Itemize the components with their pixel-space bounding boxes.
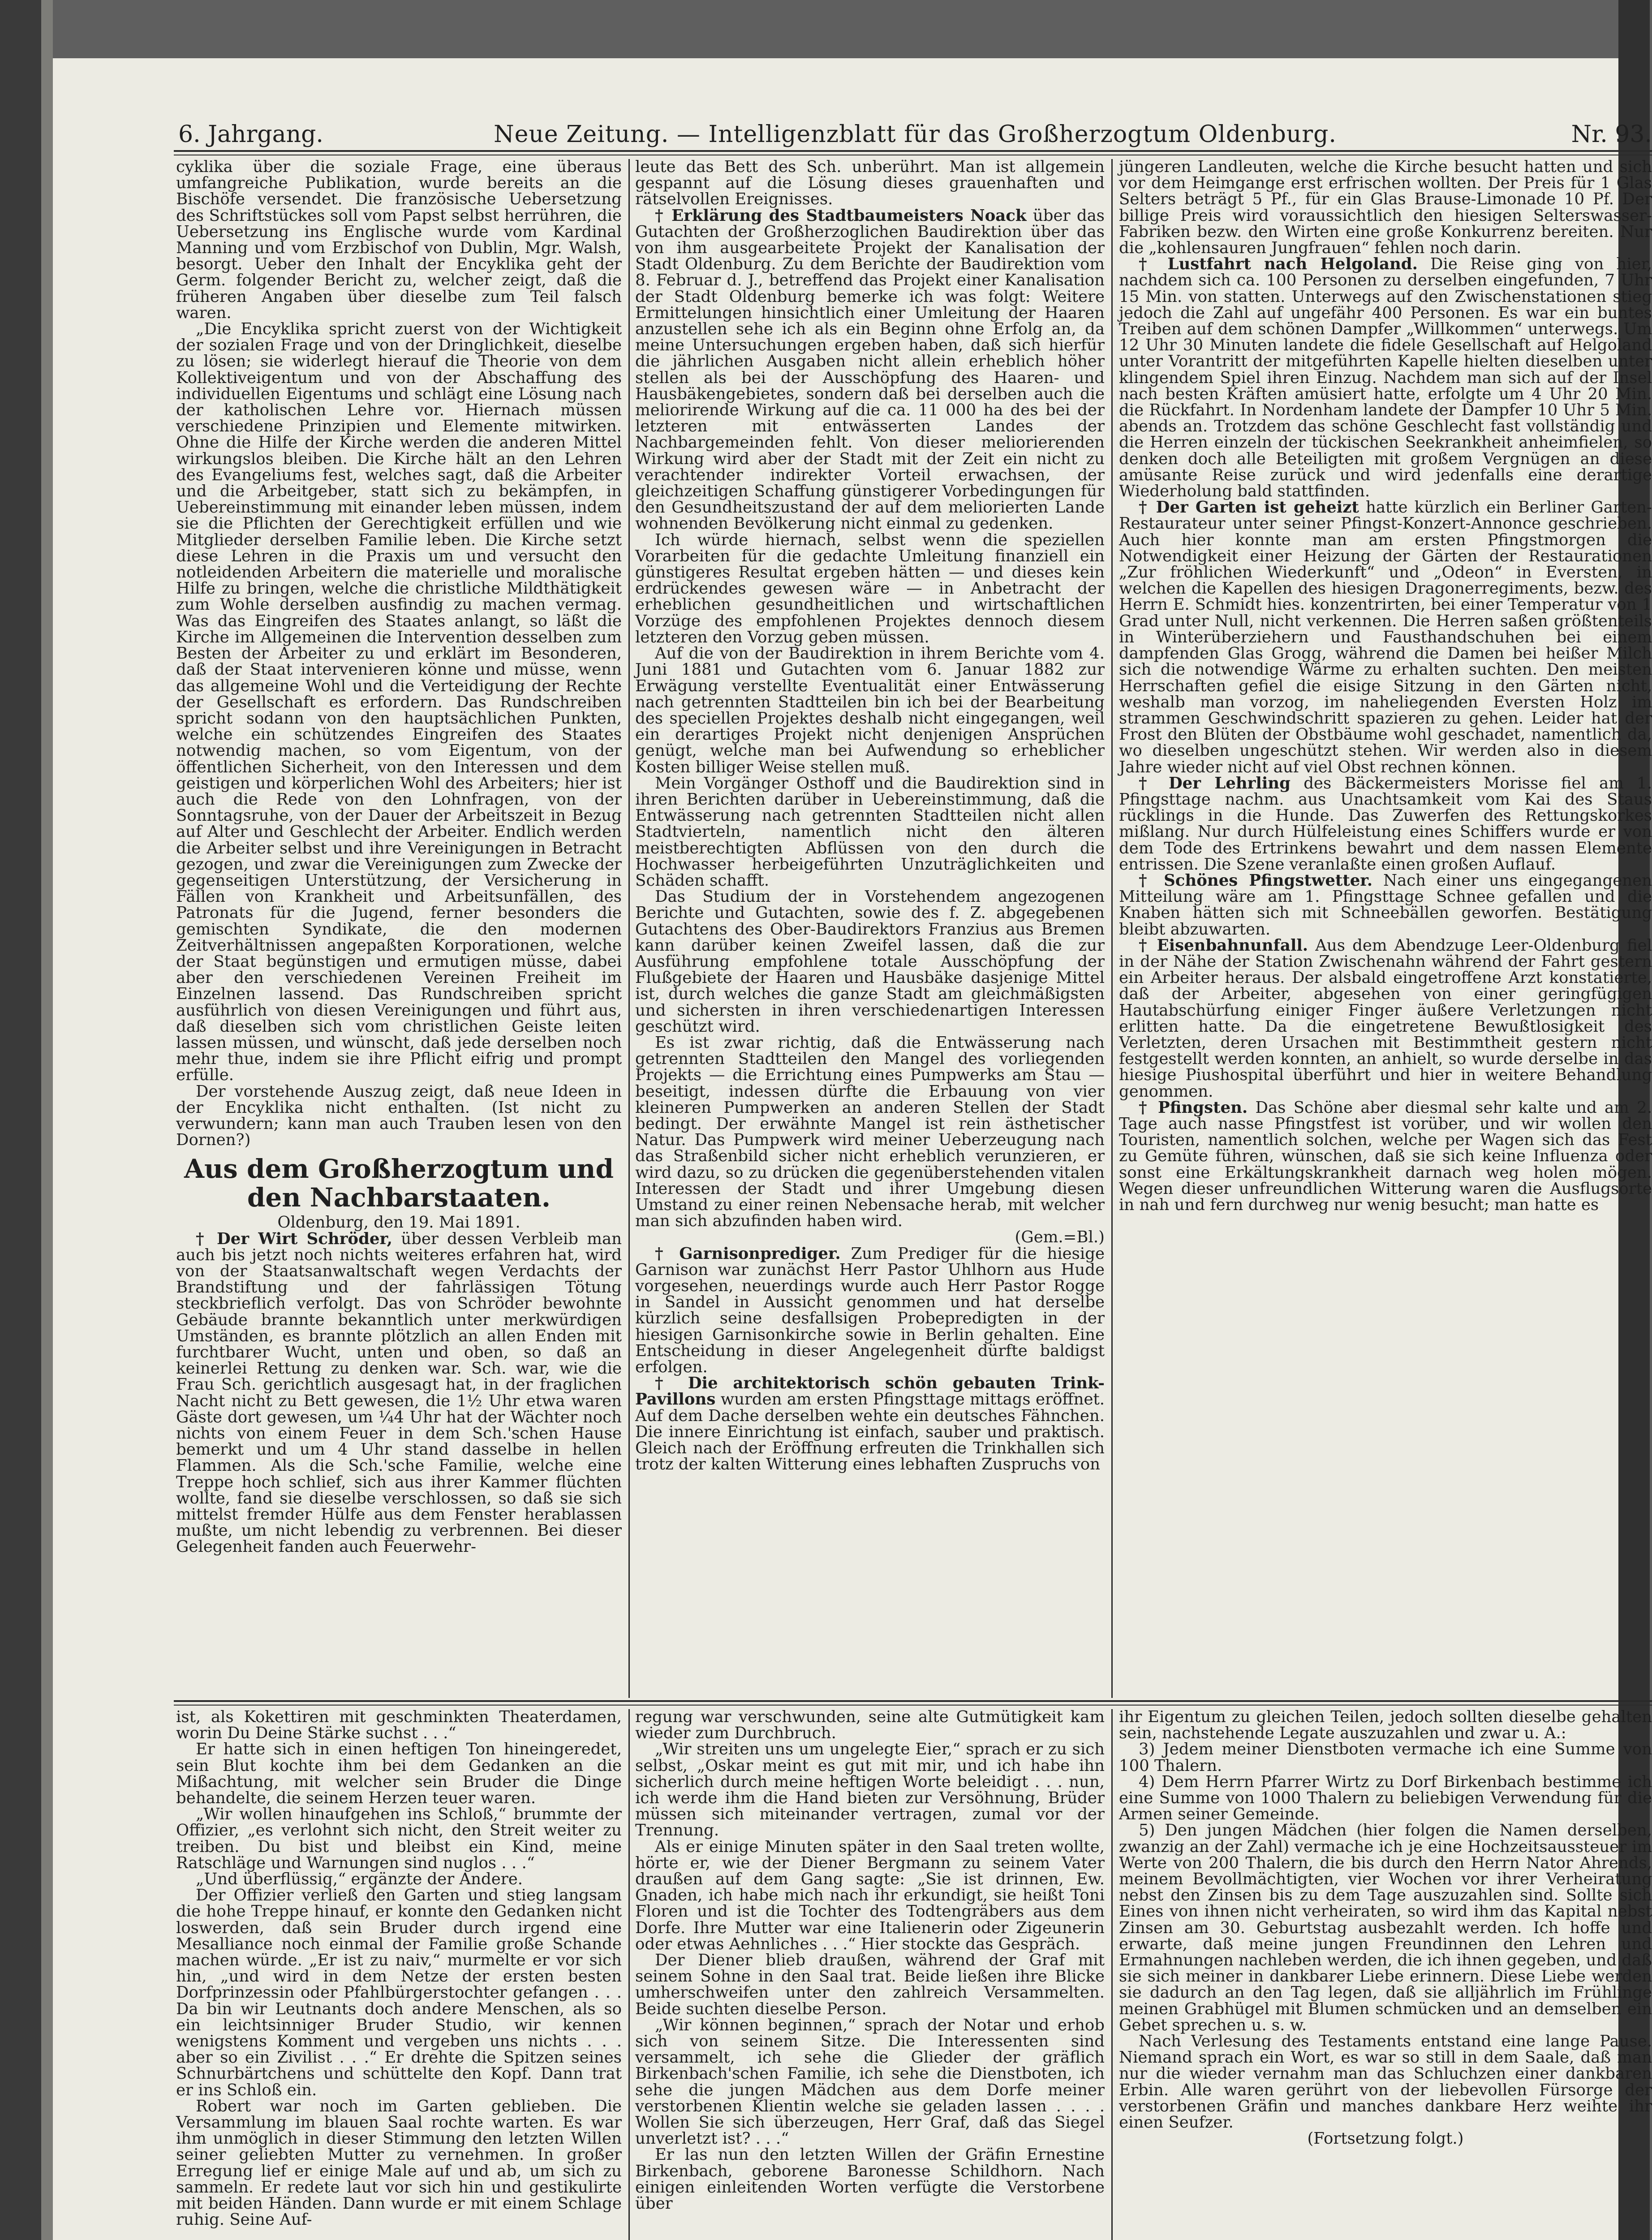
feuilleton-divider-1 [628, 1709, 630, 2240]
novel-paragraph: ihr Eigentum zu gleichen Teilen, jedoch sollten dieselbe gehalten sein, nachstehende Legate auszuzahlen und zwar u. A.: [1119, 1708, 1652, 1743]
article-noack-p5: Das Studium der in Vorstehendem angezogenen Berichte und Gutachten, sowie des f. Z. abgegebenen Gutachtens des Ober-Baudirektors Franzius aus Bremen kann darüber keinen Zweifel lassen, daß die zur Ausführung empfohlene totale Ausschöpfung der Flußgebiete der Haaren und Hausbäke dasjenige Mittel ist, durch welches die ganze Stadt am gleichmäßigsten und sichersten in ihren verschiedenartigen Interessen geschützt wird. [635, 887, 1105, 1036]
scan-border-left [0, 0, 41, 2240]
article-helgoland: † Lustfahrt nach Helgoland. Die Reise ging von hier, nachdem sich ca. 100 Personen zu derselben eingefunden, 7 Uhr 15 Min. von statten. Unterwegs auf den Zwischenstationen stieg jedoch die Zahl auf ungefähr 400 Personen. Es war ein buntes Treiben auf dem schönen Dampfer „Willkommen“ unterwegs. Um 12 Uhr 30 Minuten landete die fidele Gesellschaft auf Helgoland unter Vorantritt der mitgeführten Kapelle hielten dieselben unter klingendem Spiel ihren Einzug. Nachdem man sich auf der Insel nach besten Kräften amüsiert hatte, erfolgte um 4 Uhr 20 Min. die Rückfahrt. In Nordenham landete der Dampfer 10 Uhr 5 Min. abends an. Trotzdem das schöne Geschlecht fast vollständig und die Herren einzeln der tückischen Seekrankheit anheimfielen, so denken doch alle Beteiligten mit großem Vergnügen an diese amüsante Reise zurück und wird jedenfalls eine derartige Wiederholung bald stattfinden. [1119, 255, 1652, 501]
novel-paragraph: „Wir können beginnen,“ sprach der Notar und erhob sich von seinem Sitze. Die Interessenten sind versammelt, ich sehe die Glieder der gräflich Birkenbach'schen Familie, ich sehe die Dienstboten, ich sehe die jungen Mädchen aus dem Dorfe meiner verstorbenen Klientin welche sie geladen lassen . . . . Wollen Sie sich überzeugen, Herr Graf, daß das Siegel unverletzt ist? . . .“ [635, 2016, 1105, 2148]
feuilleton-rule-thin [174, 1705, 1652, 1706]
continuation-note: (Fortsetzung folgt.) [1307, 2129, 1464, 2148]
article-heading: † Eisenbahnunfall. [1139, 936, 1308, 955]
article-wirt-schroeder: † Der Wirt Schröder, über dessen Verbleib man auch bis jetzt noch nichts weiteres erfahren hat, wird von der Staatsanwaltschaft wegen Verdachts der Brandstiftung und der fahrlässigen Tötung steckbrieflich verfolgt. Das von Schröder bewohnte Gebäude brannte bekanntlich unter merkwürdigen Umständen, es brannte plötzlich an allen Enden mit furchtbarer Wucht, unten und oben, so daß an keinerlei Rettung zu denken war. Sch. war, wie die Frau Sch. gerichtlich ausgesagt hat, in der fraglichen Nacht nicht zu Bett gewesen, die 1½ Uhr etwa waren Gäste dort gewesen, um ¼4 Uhr hat der Wächter noch nichts von einem Feuer in dem Sch.'schen Hause bemerkt und um 4 Uhr stand dasselbe in hellen Flammen. Als die Sch.'sche Familie, welche eine Treppe hoch schlief, sich aus ihrer Kammer flüchten wollte, fand sie dieselbe verschlossen, so daß sie sich mittelst fremder Hülfe aus dem Fenster herablassen mußte, um nicht lebendig zu verbrennen. Bei dieser Gelegenheit fanden auch Feuerwehr- [176, 1229, 622, 1556]
dateline: Oldenburg, den 19. Mai 1891. [277, 1213, 521, 1232]
column-divider-2 [1111, 159, 1113, 1698]
article-noack-p3: Auf die von der Baudirektion in ihrem Berichte vom 4. Juni 1881 und Gutachten vom 6. Januar 1882 zur Erwägung verstellte Eventualität einer Entwässerung nach getrennten Stadtteilen bin ich bei der Bearbeitung des speciellen Projektes deshalb nicht eingegangen, weil ein derartiges Projekt nicht denjenigen Ansprüchen genügt, welche man bei Aufwendung so erheblicher Kosten billiger Weise stellen muß. [635, 644, 1105, 776]
feuilleton-column-1 [176, 1709, 622, 2240]
article-eisenbahnunfall: † Eisenbahnunfall. Aus dem Abendzuge Leer-Oldenburg fiel in der Nähe der Station Zwischenahn während der Fahrt gestern ein Arbeiter heraus. Der alsbald eingetroffene Arzt konstatierte, daß der Arbeiter, abgesehen von einer geringfügigen Hautabschürfung einiger Finger äußere Verletzungen nicht erlitten hatte. Da die eingetretene Bewußtlosigkeit des Verletzten, deren Ursachen mit Bestimmtheit gestern nicht festgestellt werden konnten, an anhielt, so wurde derselbe in das hiesige Piushospital überführt und hier in weitere Behandlung genommen. [1119, 936, 1652, 1101]
column-2 [635, 159, 1105, 1696]
article-noack: † Erklärung des Stadtbaumeisters Noack über das Gutachten der Großherzoglichen Baudirektion über das von ihm ausgearbeitete Projekt der Kanalisation der Stadt Oldenburg. Zu dem Berichte der Baudirektion vom 8. Februar d. J., betreffend das Projekt einer Kanalisation der Stadt Oldenburg bemerke ich was folgt: Weitere Ermittelungen hinsichtlich einer Umleitung der Haaren anzustellen sehe ich als ein Beginn ohne Erfolg an, da meine Untersuchungen ergeben haben, daß sich hierfür die jährlichen Ausgaben nicht allein erheblich höher stellen als bei der Ausschöpfung des Haaren- und Hausbäkengebietes, sondern daß bei derselben auch die meliorirende Wirkung auf die ca. 11 000 ha des bei der letzteren mit entwässerten Landes der Nachbargemeinden fehlt. Von dieser meliorierenden Wirkung wird aber der Stadt mit der Zeit ein nicht zu verachtender indirekter Vorteil erwachsen, der gleichzeitigen Schaffung günstigerer Vorbedingungen für den Gesundheitszustand der auf dem meliorierten Lande wohnenden Bevölkerung nicht einmal zu gedenken. [635, 206, 1105, 533]
novel-paragraph: Der Diener blieb draußen, während der Graf mit seinem Sohne in den Saal trat. Beide ließen ihre Blicke umherschweifen unter den zahlreich Versammelten. Beide suchten dieselbe Person. [635, 1951, 1105, 2018]
article-heading: † Garnisonprediger. [655, 1244, 841, 1263]
source-attribution: (Gem.=Bl.) [1015, 1228, 1105, 1247]
article-encyclical: cyklika über die soziale Frage, eine überaus umfangreiche Publikation, wurde bereits an die Bischöfe versendet. Die französische Uebersetzung des Schriftstückes soll vom Papst selbst herrühren, die Uebersetzung ins Englische wurde vom Kardinal Manning und vom Erzbischof von Dublin, Mgr. Walsh, besorgt. Ueber den Inhalt der Encyklika geht der Germ. folgender Bericht zu, welcher zeigt, daß die früheren Angaben über dieselbe zum Teil falsch waren. [176, 158, 622, 322]
novel-paragraph: Robert war noch im Garten geblieben. Die Versammlung im blauen Saal rochte warten. Es war ihm unmöglich in dieser Stimmung den letzten Willen seiner geliebten Mutter zu vernehmen. In großer Erregung lief er einige Male auf und ab, um sich zu sammeln. Er redete laut vor sich hin und gestikulirte mit beiden Händen. Dann wurde er mit einem Schlage ruhig. Seine Auf- [176, 2097, 622, 2229]
feuilleton-column-3 [1119, 1709, 1652, 2240]
article-continued: jüngeren Landleuten, welche die Kirche besucht hatten und sich vor dem Heimgange erst erfrischen wollten. Der Preis für 1 Glas Selters beträgt 5 Pf., für ein Glas Brause-Limonade 10 Pf. Der billige Preis wird voraussichtlich den hiesigen Selterswasser-Fabriken bezw. den Wirten eine große Konkurrenz bereiten. Nur die „kohlensauren Jungfrauen“ fehlen noch darin. [1119, 158, 1652, 258]
article-encyclical-quote: „Die Encyklika spricht zuerst von der Wichtigkeit der sozialen Frage und von der Dringlichkeit, dieselbe zu lösen; sie widerlegt hierauf die Theorie von dem Kollektiveigentum und von der Abschaffung des individuellen Eigentums und schlägt eine Lösung nach der katholischen Lehre vor. Hiernach müssen verschiedene Prinzipien und Elemente mitwirken. Ohne die Hilfe der Kirche werden die anderen Mittel wirkungslos bleiben. Die Kirche hält an den Lehren des Evangeliums fest, welches sagt, daß die Arbeiter und die Arbeitgeber, statt sich zu bekämpfen, in Uebereinstimmung mit einander leben müssen, indem sie die Pflichten der Gerechtigkeit erfüllen und wie Mitglieder derselben Familie leben. Die Kirche setzt diese Lehren in die Praxis um und versucht den notleidenden Arbeitern die materielle und moralische Hilfe zu bringen, welche die christliche Mildthätigkeit zum Wohle derselben ausfindig zu machen vermag. Was das Eingreifen des Staates anlangt, so läßt die Kirche im Allgemeinen die Intervention desselben zum Besten der Arbeiter zu und erklärt im Besonderen, daß der Staat intervenieren könne und müsse, wenn das allgemeine Wohl und die Verteidigung der Rechte der Gesellschaft es erfordern. Das Rundschreiben spricht sodann von den hauptsächlichen Punkten, welche ein schützendes Eingreifen des Staates notwendig machen, so vom Eigentum, von der öffentlichen Sicherheit, von den Interessen und dem geistigen und körperlichen Wohl des Arbeiters; hier ist auch die Rede von den Lohnfragen, von der Sonntagsruhe, von der Dauer der Arbeitszeit in Bezug auf Alter und Geschlecht der Arbeiter. Endlich werden die Arbeiter selbst und ihre Vereinigungen in Betracht gezogen, und zwar die Vereinigungen zum Zwecke der gegenseitigen Unterstützung, der Versicherung in Fällen von Krankheit und Arbeitsunfällen, des Patronats für die Jugend, ferner besonders die gemischten Syndikate, die den modernen Zeitverhältnissen angepaßten Korporationen, welche der Staat begünstigen und ermutigen müsse, dabei aber den verschiedenen Vereinen Freiheit im Einzelnen lassend. Das Rundschreiben spricht ausführlich von diesen Vereinigungen und führt aus, daß dieselben sich vom christlichen Geiste leiten lassen müssen, und wünscht, daß jede derselben noch mehr thue, indem sie ihre Pflicht eifrig und prompt erfülle. [176, 320, 622, 1085]
novel-paragraph: „Wir wollen hinaufgehen ins Schloß,“ brummte der Offizier, „es verlohnt sich nicht, den Streit weiter zu treiben. Du bist und bleibst ein Kind, meine Ratschläge und Warnungen sind nuglos . . .“ [176, 1805, 622, 1872]
novel-paragraph: Nach Verlesung des Testaments entstand eine lange Pause. Niemand sprach ein Wort, es war so still in dem Saale, daß man nur die wieder vernahm man das Schluchzen einer dankbaren Erbin. Alle waren gerührt von der liebevollen Fürsorge der verstorbenen Gräfin und manches dankbare Herz weihte ihr einen Seufzer. [1119, 2032, 1652, 2132]
novel-paragraph: „Und überflüssig,“ ergänzte der Andere. [196, 1870, 523, 1889]
feuilleton-column-2 [635, 1709, 1105, 2240]
article-heading: † Der Wirt Schröder, [196, 1229, 392, 1248]
article-pfingstwetter: † Schönes Pfingstwetter. Nach einer uns eingegangenen Mitteilung wäre am 1. Pfingsttage Schnee gefallen und die Knaben hätten sich mit Schneebällen geworfen. Bestätigung bleibt abzuwarten. [1119, 871, 1652, 939]
article-noack-p2: Ich würde hiernach, selbst wenn die speziellen Vorarbeiten für die gedachte Umleitung finanziell ein günstigeres Resultat ergeben hätten — und dieses kein erdrückendes gewesen wäre — in Anbetracht der erheblichen gesundheitlichen und wirtschaftlichen Vorzüge des empfohlenen Projektes dennoch diesem letzteren den Vorzug geben müssen. [635, 530, 1105, 646]
scan-binding-edge [41, 0, 53, 2240]
article-encyclical-comment: Der vorstehende Auszug zeigt, daß neue Ideen in der Encyklika nicht enthalten. (Ist nicht zu verwundern; kann man auch Trauben lesen von den Dornen?) [176, 1082, 622, 1150]
column-divider-1 [628, 159, 630, 1698]
novel-paragraph: 3) Jedem meiner Dienstboten vermache ich eine Summe von 100 Thalern. [1119, 1740, 1652, 1775]
novel-paragraph: Als er einige Minuten später in den Saal treten wollte, hörte er, wie der Diener Bergmann zu seinem Vater draußen auf dem Gang sagte: „Sie ist drinnen, Ew. Gnaden, ich habe mich nach ihr erkundigt, sie heißt Toni Floren und ist die Tochter des Todtengräbers aus dem Dorfe. Ihre Mutter war eine Italienerin oder Zigeunerin oder etwas Aehnliches . . .“ Hier stockte das Gespräch. [635, 1837, 1105, 1953]
novel-paragraph: Er hatte sich in einen heftigen Ton hineingeredet, sein Blut kochte ihm bei dem Gedanken an die Mißachtung, mit welcher sein Bruder die Dinge behandelte, die seinem Herzen teuer waren. [176, 1740, 622, 1808]
article-continued: leute das Bett des Sch. unberührt. Man ist allgemein gespannt auf die Lösung dieses grauenhaften und rätselvollen Ereignisses. [635, 158, 1105, 209]
newspaper-page [53, 58, 1652, 2240]
article-trinkpavillons: † Die architektorisch schön gebauten Trink-Pavillons wurden am ersten Pfingsttage mittags eröffnet. Auf dem Dache derselben wehte ein deutsches Fähnchen. Die innere Einrichtung ist einfach, sauber und praktisch. Gleich nach der Eröffnung erfreuten die Trinkhallen sich trotz der kalten Witterung eines lebhaften Zuspruchs von [635, 1374, 1105, 1474]
article-heading: † Schönes Pfingstwetter. [1139, 871, 1373, 890]
article-pfingsten: † Pfingsten. Das Schöne aber diesmal sehr kalte und am 2. Tage auch nasse Pfingstfest ist vorüber, und wir wollen den Touristen, namentlich solchen, welche per Wagen sich das Fest zu Gemüte führen, wünschen, daß sie sich keine Influenza oder sonst eine Erkältungskrankheit darnach weg holen mögen. Wegen dieser unfreundlichen Witterung waren die Ausflugsorte in nah und fern durchweg nur wenig besucht; man hatte es [1119, 1098, 1652, 1214]
novel-paragraph: Er las nun den letzten Willen der Gräfin Ernestine Birkenbach, geborene Baronesse Schildhorn. Nach einigen einleitenden Worten verfügte die Verstorbene über [635, 2145, 1105, 2213]
article-lehrling: † Der Lehrling des Bäckermeisters Morisse fiel am 1. Pfingsttage nachm. aus Unachtsamkeit vom Kai des Staus rücklings in die Hunde. Das Zuwerfen des Rettungskorkes mißlang. Nur durch Hülfeleistung eines Schiffers wurde er von dem Tode des Ertrinkens bewahrt und dem nassen Elemente entrissen. Die Szene veranlaßte einen großen Auflauf. [1119, 774, 1652, 874]
newspaper-title: Neue Zeitung. — Intelligenzblatt für das Großherzogtum Oldenburg. [494, 121, 1337, 148]
novel-paragraph: ist, als Kokettiren mit geschminkten Theaterdamen, worin Du Deine Stärke suchst . . .“ [176, 1708, 622, 1743]
article-noack-p6: Es ist zwar richtig, daß die Entwässerung nach getrennten Stadtteilen den Mangel des vorliegenden Projekts — die Errichtung eines Pumpwerks am Stau — beseitigt, indessen dürfte die Erbauung von vier kleineren Pumpwerken an anderen Stellen der Stadt bedingt. Der erwähnte Mangel ist rein ästhetischer Natur. Das Pumpwerk wird meiner Ueberzeugung nach das Straßenbild sicher nicht erheblich verunzieren, er wird dazu, so zu drücken die gegenüberstehenden vitalen Interessen der Stadt und ihrer Umgebung diesen Umstand zu einer reinen Nebensache herab, mit welcher man sich abzufinden haben wird. [635, 1033, 1105, 1231]
column-3 [1119, 159, 1652, 1696]
section-heading: Aus dem Großherzogtum und den Nachbarstaaten. [184, 1154, 614, 1213]
article-heading: † Der Lehrling [1139, 774, 1291, 793]
article-heading: † Der Garten ist geheizt [1139, 498, 1359, 517]
novel-paragraph: regung war verschwunden, seine alte Gutmütigkeit kam wieder zum Durchbruch. [635, 1708, 1105, 1743]
novel-paragraph: Der Offizier verließ den Garten und stieg langsam die hohe Treppe hinauf, er konnte den Gedanken nicht loswerden, daß sein Bruder durch irgend eine Mesalliance noch einmal der Familie große Schande machen würde. „Er ist zu naiv,“ murmelte er vor sich hin, „und wird in dem Netze der ersten besten Dorfprinzessin oder Pfahlbürgerstochter gefangen . . . Da bin wir Leutnants doch andere Menschen, als so ein leichtsinniger Bruder Studio, wir kennen wenigstens Komment und vergeben uns nichts . . . aber so ein Zivilist . . .“ Er drehte die Spitzen seines Schnurbärtchens und schüttelte den Kopf. Dann trat er ins Schloß ein. [176, 1886, 622, 2099]
article-heading: † Die architektorisch schön gebauten Trink-Pavillons [635, 1374, 1105, 1409]
article-heading: † Lustfahrt nach Helgoland. [1139, 255, 1418, 274]
article-heading: † Erklärung des Stadtbaumeisters Noack [655, 206, 1027, 225]
issue-number: Nr. 93. [1571, 121, 1652, 148]
article-garten: † Der Garten ist geheizt hatte kürzlich ein Berliner Garten-Restaurateur unter seiner Pfingst-Konzert-Annonce geschrieben. Auch hier konnte man am ersten Pfingstmorgen die Notwendigkeit einer Heizung der Gärten der Restaurationen „Zur fröhlichen Wiederkunft“ und „Odeon“ in Eversten, in welchen die Kapellen des hiesigen Dragonerregiments, bezw. des Herrn E. Schmidt hies. konzentrirten, bei einer Temperatur von 1 Grad unter Null, nicht verkennen. Die Herren saßen größtenteils in Winterüberziehern und Fausthandschuhen bei einem dampfenden Glas Grogg, während die Damen bei heißer Milch sich die notwendige Wärme zu erhalten suchten. Den meisten Herrschaften gefiel die eisige Sitzung in den Gärten nicht, weshalb man vorzog, im naheliegenden Eversten Holz im strammen Geschwindschritt spazieren zu gehen. Leider hat der Frost den Blüten der Obstbäume wohl geschadet, namentlich da, wo dieselben ungeschützt stehen. Wir werden also in diesem Jahre wieder nicht auf viel Obst rechnen können. [1119, 498, 1652, 776]
column-1 [176, 159, 622, 1696]
article-heading: † Pfingsten. [1139, 1098, 1248, 1117]
novel-paragraph: 4) Dem Herrn Pfarrer Wirtz zu Dorf Birkenbach bestimme ich eine Summe von 1000 Thalern zu beliebigen Verwendung für die Armen seiner Gemeinde. [1119, 1772, 1652, 1824]
volume-label: 6. Jahrgang. [178, 121, 323, 148]
article-garnison: † Garnisonprediger. Zum Prediger für die hiesige Garnison war zunächst Herr Pastor Uhlhorn aus Hude vorgesehen, neuerdings wurde auch Herr Pastor Rogge in Sandel in Aussicht genommen und hat derselbe kürzlich seine desfallsigen Probepredigten in der hiesigen Garnisonkirche sowie in Berlin gehalten. Eine Entscheidung in dieser Angelegenheit dürfte baldigst erfolgen. [635, 1244, 1105, 1377]
article-noack-p4: Mein Vorgänger Osthoff und die Baudirektion sind in ihren Berichten darüber in Uebereinstimmung, daß die Entwässerung nach getrennten Stadtteilen nicht allen Stadtvierteln, namentlich nicht den älteren meistberechtigten Abflüssen von den durch die Hochwasser herbeigeführten Unzuträglichkeiten und Schäden schafft. [635, 774, 1105, 890]
novel-paragraph: 5) Den jungen Mädchen (hier folgen die Namen derselben, zwanzig an der Zahl) vermache ich je eine Hochzeitsaussteuer im Werte von 200 Thalern, die bis durch den Herrn Nator Ahrends, meinem Bevollmächtigten, vier Wochen vor ihrer Verheiratung nebst den Zinsen bis zu dem Tage auszuzahlen sind. Sollte sich Eines von ihnen nicht verheiraten, so wird ihm das Kapital nebst Zinsen am 30. Geburtstag ausbezahlt werden. Ich hoffe und erwarte, daß meine jungen Freundinnen den Lehren und Ermahnungen nachleben werden, die ich ihnen gegeben, und daß sie sich meiner in dankbarer Liebe erinnern. Diese Liebe werden sie dadurch an den Tag legen, daß sie alljährlich im Frühlinge meinen Grabhügel mit Blumen schmücken und an demselben ein Gebet sprechen u. s. w. [1119, 1821, 1652, 2034]
feuilleton-divider-2 [1111, 1709, 1113, 2240]
feuilleton-rule [174, 1700, 1652, 1702]
page-header [178, 108, 1652, 161]
novel-paragraph: „Wir streiten uns um ungelegte Eier,“ sprach er zu sich selbst, „Oskar meint es gut mit mir, und ich habe ihn sicherlich durch meine heftigen Worte beleidigt . . . nun, ich werde ihm die Hand bieten zur Versöhnung, Brüder müssen sich miteinander vertragen, zumal vor der Trennung. [635, 1740, 1105, 1840]
header-rule [174, 150, 1652, 152]
